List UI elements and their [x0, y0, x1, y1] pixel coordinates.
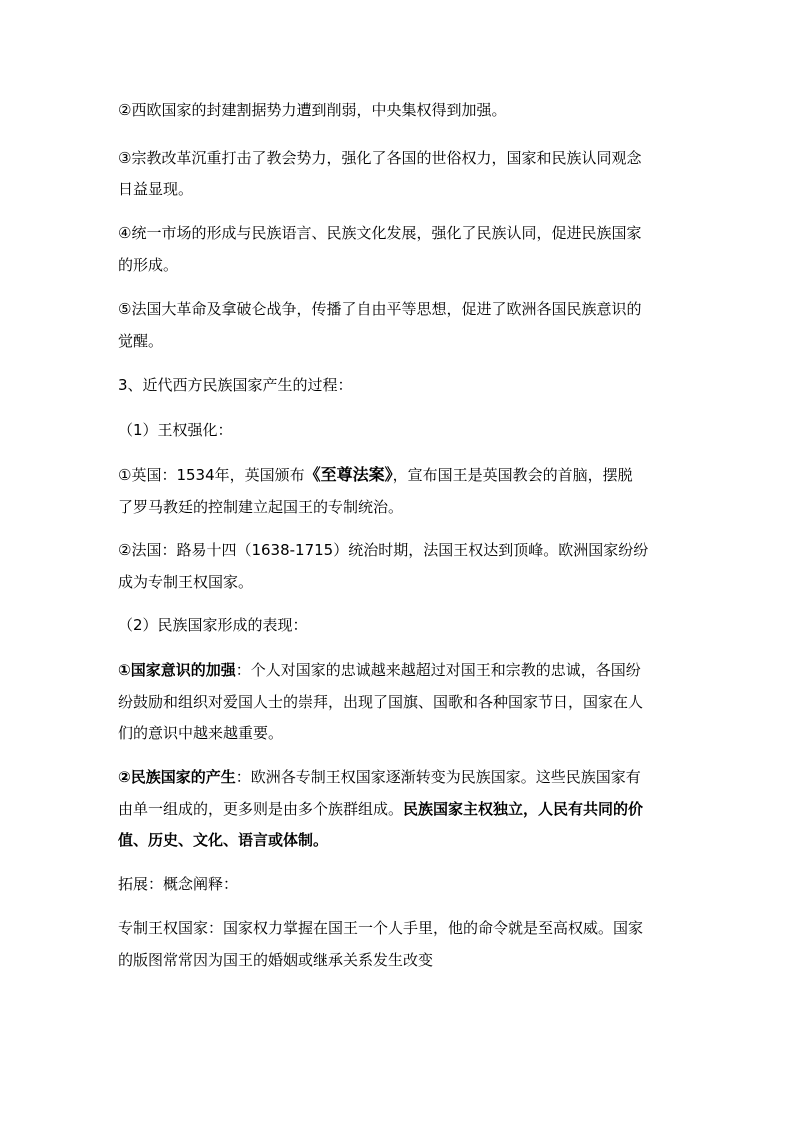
nation-state-text: ：欧洲各专制王权国家逐渐转变为民族国家。这些民族国家有	[235, 768, 641, 786]
paragraph-revolution-line1: ⑤法国大革命及拿破仑战争，传播了自由平等思想，促进了欧洲各国民族意识的	[118, 300, 642, 318]
act-of-supremacy: 《至尊法案》	[304, 465, 393, 484]
paragraph-market-line1: ④统一市场的形成与民族语言、民族文化发展，强化了民族认同，促进民族国家	[118, 224, 642, 242]
paragraph-absolutism-line1: 专制王权国家：国家权力掌握在国王一个人手里，他的命令就是至高权威。国家	[118, 919, 644, 937]
extension-heading: 拓展：概念阐释：	[118, 875, 239, 893]
national-consciousness-text: ：个人对国家的忠诚越来越超过对国王和宗教的忠诚，各国纷	[235, 661, 641, 679]
paragraph-nation-state-line1	[118, 767, 641, 787]
nation-state-text-cont: 由单一组成的，更多则是由多个族群组成。	[118, 800, 404, 818]
paragraph-revolution-line2: 觉醒。	[118, 332, 164, 350]
paragraph-centralization: ②西欧国家的封建割据势力遭到削弱，中央集权得到加强。	[118, 101, 507, 119]
paragraph-england-line1	[118, 465, 633, 485]
england-text-cont: ，宣布国王是英国教会的首脑，摆脱	[392, 466, 633, 484]
paragraph-france-line2: 成为专制王权国家。	[118, 573, 254, 591]
section-heading-3: 3、近代西方民族国家产生的过程：	[118, 376, 353, 394]
paragraph-nation-state-line2	[118, 799, 643, 819]
paragraph-absolutism-line2: 的版图常常因为国王的婚姻或继承关系发生改变	[118, 951, 434, 969]
england-text: ①英国：1534年，英国颁布	[118, 466, 305, 484]
paragraph-market-line2: 的形成。	[118, 256, 179, 274]
paragraph-france-line1: ②法国：路易十四（1638-1715）统治时期，法国王权达到顶峰。欧洲国家纷纷	[118, 541, 649, 559]
subheading-royal-power: （1）王权强化：	[118, 421, 233, 439]
subheading-nation-state: （2）民族国家形成的表现：	[118, 616, 308, 634]
paragraph-nation-state-line3: 值、历史、文化、语言或体制。	[118, 831, 329, 849]
nation-state-bold: 民族国家主权独立，人民有共同的价	[403, 800, 644, 818]
paragraph-national-consciousness-line3: 们的意识中越来越重要。	[118, 724, 284, 742]
national-consciousness-term: ①国家意识的加强	[118, 661, 236, 679]
paragraph-england-line2: 了罗马教廷的控制建立起国王的专制统治。	[118, 498, 404, 516]
paragraph-reformation-line2: 日益显现。	[118, 180, 194, 198]
paragraph-reformation-line1: ③宗教改革沉重打击了教会势力，强化了各国的世俗权力，国家和民族认同观念	[118, 149, 642, 167]
nation-state-term: ②民族国家的产生	[118, 768, 236, 786]
paragraph-national-consciousness-line2: 纷鼓励和组织对爱国人士的崇拜，出现了国旗、国歌和各种国家节日，国家在人	[118, 693, 644, 711]
paragraph-national-consciousness-line1	[118, 660, 641, 680]
